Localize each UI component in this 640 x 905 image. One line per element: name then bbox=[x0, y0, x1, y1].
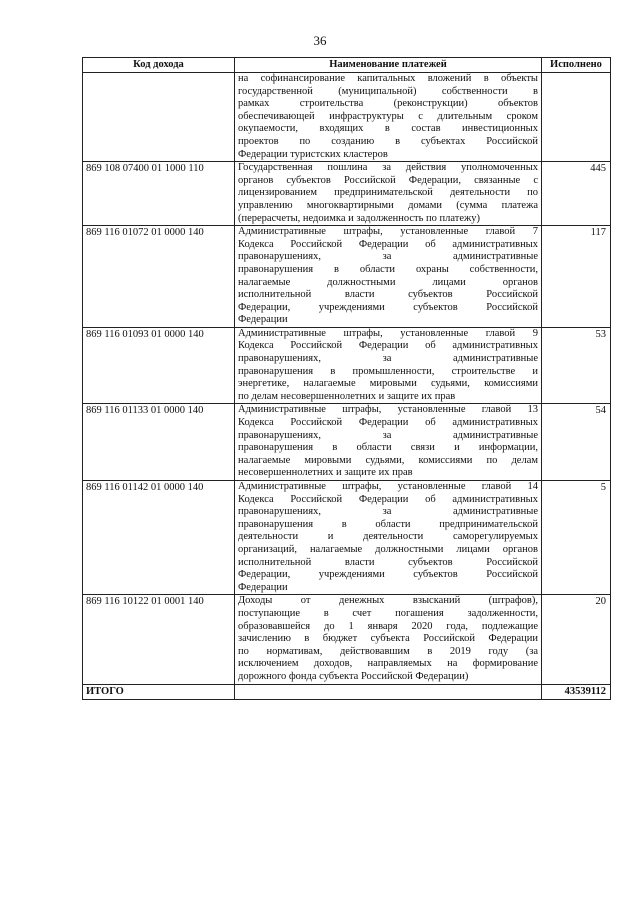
total-empty-cell bbox=[235, 684, 542, 700]
executed-amount: 20 bbox=[542, 595, 611, 684]
income-code bbox=[83, 73, 235, 162]
payment-name-line: Административные штрафы, установленные главой 13 bbox=[238, 404, 538, 416]
payment-name-line: дорожного фонда субъекта Российской Федерации) bbox=[238, 670, 469, 682]
payment-name-line: Доходы от денежных взысканий (штрафов), bbox=[238, 595, 538, 607]
payment-name-line: Кодекса Российской Федерации об административных bbox=[238, 238, 538, 250]
payment-name-line: правонарушениях, за административные bbox=[238, 429, 538, 441]
executed-amount: 53 bbox=[542, 327, 611, 404]
payment-name-line: зачислению в бюджет субъекта Российской Федерации bbox=[238, 633, 538, 645]
payment-name-line: энергетике, налагаемые мировыми судьями, комиссиями bbox=[238, 378, 538, 390]
payment-name-line: правонарушениях, за административные bbox=[238, 506, 538, 518]
payment-name-line: правонарушения в области предпринимательской bbox=[238, 518, 538, 530]
executed-amount: 5 bbox=[542, 481, 611, 595]
income-code: 869 108 07400 01 1000 110 bbox=[83, 162, 235, 226]
header-amount: Исполнено bbox=[542, 58, 611, 73]
payment-name bbox=[235, 162, 542, 226]
payment-name-line: Федерации туристских кластеров bbox=[238, 148, 388, 160]
table-row bbox=[83, 595, 611, 684]
payment-name-line: обеспечивающей инфраструктуры с длительным сроком bbox=[238, 110, 538, 122]
payment-name bbox=[235, 73, 542, 162]
payment-name-line: органов субъектов Российской Федерации, связанные с bbox=[238, 174, 538, 186]
page-number: 36 bbox=[313, 33, 327, 48]
payment-name-line: управлению многоквартирными домами (сумма платежа bbox=[238, 199, 538, 211]
table-body bbox=[83, 73, 611, 685]
payment-name-line: образовавшейся до 1 января 2020 года, подлежащие bbox=[238, 620, 538, 632]
total-amount: 43539112 bbox=[542, 684, 611, 700]
payment-name-line: Административные штрафы, установленные главой 7 bbox=[238, 226, 538, 238]
payment-name-line: государственной (муниципальной) собственности в bbox=[238, 85, 538, 97]
total-label: ИТОГО bbox=[83, 684, 235, 700]
table-row bbox=[83, 226, 611, 328]
executed-amount: 445 bbox=[542, 162, 611, 226]
table-row bbox=[83, 404, 611, 481]
total-row bbox=[83, 684, 611, 700]
income-code: 869 116 01133 01 0000 140 bbox=[83, 404, 235, 481]
payment-name-line: исполнительной власти субъектов Российской bbox=[238, 556, 538, 568]
payment-name-line: исполнительной власти субъектов Российской bbox=[238, 289, 538, 301]
payment-name-line: Кодекса Российской Федерации об административных bbox=[238, 493, 538, 505]
payment-name-line: Административные штрафы, установленные главой 9 bbox=[238, 327, 538, 339]
payment-name-line: Федерации bbox=[238, 314, 288, 326]
payment-name-line: по делам несовершеннолетних и защите их прав bbox=[238, 390, 456, 402]
revenue-table bbox=[82, 57, 611, 700]
payment-name-line: Административные штрафы, установленные главой 14 bbox=[238, 481, 538, 492]
payment-name bbox=[235, 404, 542, 481]
payment-name-line: правонарушениях, за административные bbox=[238, 251, 538, 263]
income-code: 869 116 01072 01 0000 140 bbox=[83, 226, 235, 328]
payment-name-line: Кодекса Российской Федерации об административных bbox=[238, 340, 538, 352]
income-code: 869 116 10122 01 0001 140 bbox=[83, 595, 235, 684]
payment-name-line: Федерации, учреждениями субъектов Российской bbox=[238, 569, 538, 581]
executed-amount: 117 bbox=[542, 226, 611, 328]
payment-name-line: правонарушения в области связи и информации, bbox=[238, 442, 538, 454]
payment-name bbox=[235, 226, 542, 328]
table-header-row bbox=[83, 58, 611, 73]
payment-name-line: лицензированием предпринимательской деятельности по bbox=[238, 187, 538, 199]
payment-name-line: Федерации, учреждениями субъектов Российской bbox=[238, 301, 538, 313]
executed-amount: 54 bbox=[542, 404, 611, 481]
payment-name-line: (перерасчеты, недоимка и задолженность по платежу) bbox=[238, 212, 481, 224]
header-name: Наименование платежей bbox=[235, 58, 542, 73]
payment-name-line: окупаемости, входящих в состав инвестиционных bbox=[238, 123, 538, 135]
payment-name-line: Федерации bbox=[238, 581, 288, 593]
executed-amount bbox=[542, 73, 611, 162]
payment-name-line: правонарушения в области охраны собственности, bbox=[238, 263, 538, 275]
payment-name-line: на софинансирование капитальных вложений в объекты bbox=[238, 73, 538, 84]
payment-name-line: деятельности и деятельности саморегулируемых bbox=[238, 531, 538, 543]
payment-name-line: налагаемые мировыми судьями, комиссиями по делам bbox=[238, 454, 538, 466]
payment-name-line: Кодекса Российской Федерации об административных bbox=[238, 417, 538, 429]
payment-name-line: исключением доходов, направляемых на формирование bbox=[238, 658, 538, 670]
income-code: 869 116 01142 01 0000 140 bbox=[83, 481, 235, 595]
payment-name-line: поступающие в счет погашения задолженности, bbox=[238, 607, 538, 619]
payment-name-line: рамках строительства (реконструкции) объектов bbox=[238, 98, 538, 110]
payment-name bbox=[235, 595, 542, 684]
payment-name-line: организаций, налагаемые должностными лицами органов bbox=[238, 543, 538, 555]
payment-name bbox=[235, 481, 542, 595]
payment-name-line: Государственная пошлина за действия уполномоченных bbox=[238, 162, 538, 174]
table-row bbox=[83, 327, 611, 404]
payment-name-line: правонарушениях, за административные bbox=[238, 353, 538, 365]
payment-name-line: налагаемые должностными лицами органов bbox=[238, 276, 538, 288]
payment-name-line: по нормативам, действовавшим в 2019 году (за bbox=[238, 645, 538, 657]
table-row bbox=[83, 162, 611, 226]
header-code: Код дохода bbox=[83, 58, 235, 73]
payment-name-line: проектов по созданию в субъектах Российской bbox=[238, 135, 538, 147]
income-code: 869 116 01093 01 0000 140 bbox=[83, 327, 235, 404]
payment-name-line: правонарушения в промышленности, строительстве и bbox=[238, 365, 538, 377]
table-row bbox=[83, 481, 611, 595]
payment-name bbox=[235, 327, 542, 404]
payment-name-line: несовершеннолетних и защите их прав bbox=[238, 467, 413, 479]
table-row bbox=[83, 73, 611, 162]
